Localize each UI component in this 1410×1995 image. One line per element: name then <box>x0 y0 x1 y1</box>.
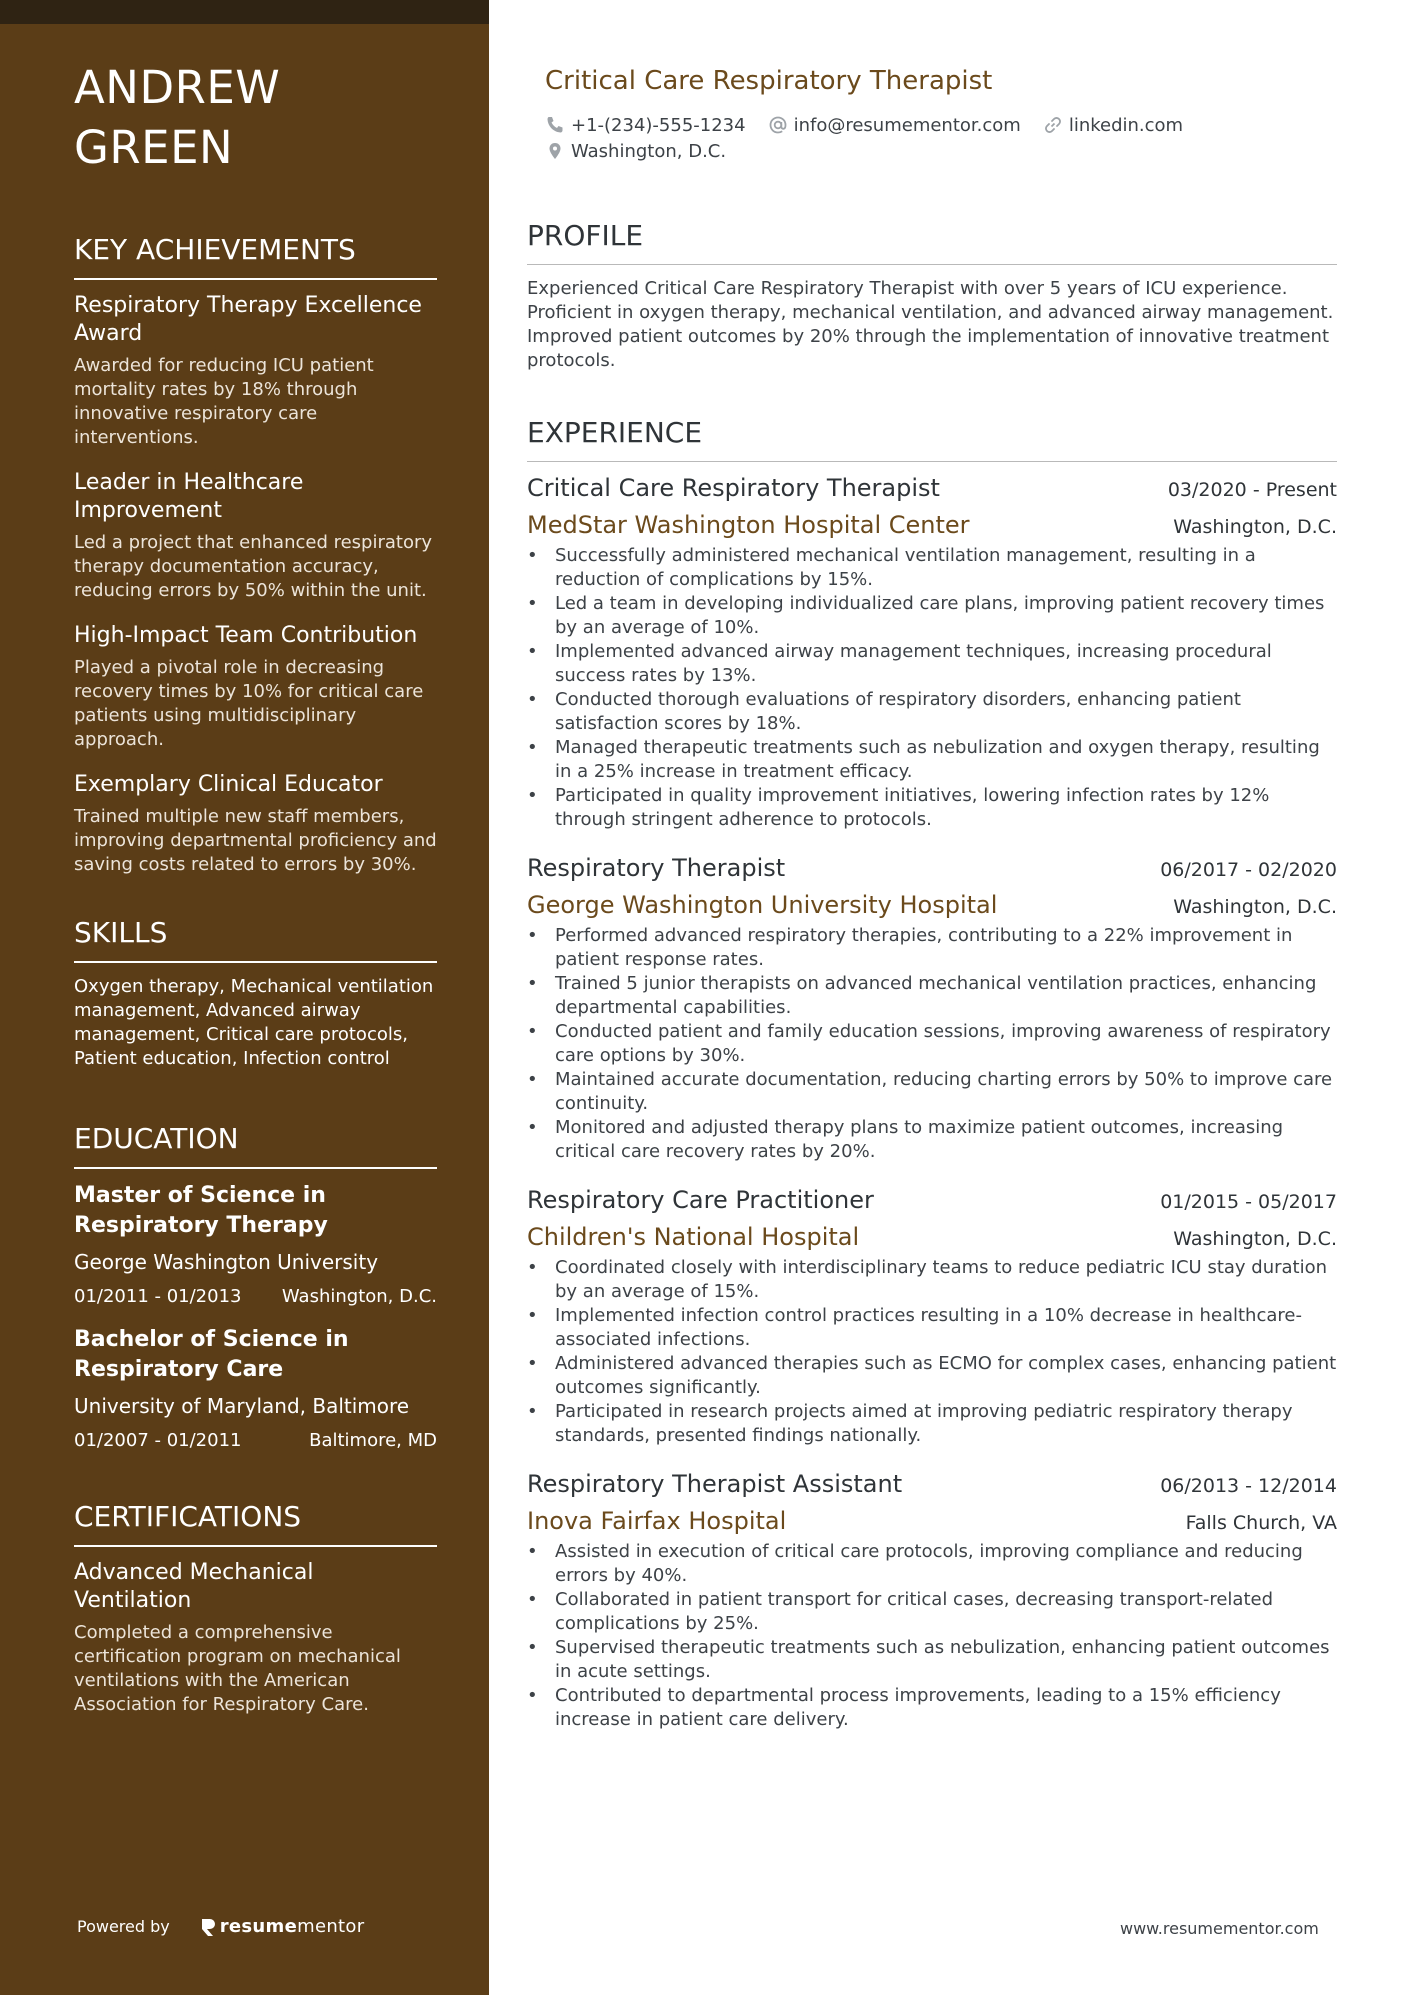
job-location: Washington, D.C. <box>1173 896 1337 918</box>
powered-by <box>77 1916 364 1937</box>
contact-row <box>545 138 1305 164</box>
job-bullet: • Conducted thorough evaluations of respiratory disorders, enhancing patient satisfaction scores by 18%. <box>527 688 1337 736</box>
footer-website-link[interactable]: www.resumementor.com <box>1120 1919 1319 1938</box>
at-sign-icon <box>768 115 788 135</box>
education-school: University of Maryland, Baltimore <box>74 1394 410 1418</box>
certifications-title: CERTIFICATIONS <box>74 1499 437 1547</box>
education-degree: Bachelor of Science in Respiratory Care <box>74 1327 349 1382</box>
candidate-name: ANDREW GREEN <box>74 61 281 174</box>
contact-location <box>545 141 726 162</box>
job-bullets <box>527 1256 1337 1448</box>
job-dates: 03/2020 - Present <box>1167 479 1337 501</box>
education-location: Washington, D.C. <box>281 1286 437 1307</box>
job-bullet: • Implemented advanced airway management techniques, increasing procedural success rates by 13%. <box>527 640 1337 688</box>
job-bullets <box>527 1540 1337 1732</box>
education-item <box>74 1181 437 1309</box>
education-degree: Master of Science in Respiratory Therapy <box>74 1183 328 1238</box>
profile-text: Experienced Critical Care Respiratory Therapist with over 5 years of ICU experience. Proficient in oxygen therapy, mechanical ventilation, and advanced airway management. Improved patient outcomes by 20% through the implementation of innovative treatment protocols. <box>527 278 1334 371</box>
job-company: Children's National Hospital <box>527 1223 860 1251</box>
education-location: Baltimore, MD <box>309 1430 437 1451</box>
job-bullet: • Implemented infection control practices resulting in a 10% decrease in healthcare-associated infections. <box>527 1304 1337 1352</box>
achievements-title: KEY ACHIEVEMENTS <box>74 232 437 280</box>
job-bullets <box>527 924 1337 1164</box>
contact-phone[interactable] <box>545 115 746 136</box>
certification-title: Advanced Mechanical Ventilation <box>74 1560 314 1613</box>
achievement-desc: Awarded for reducing ICU patient mortality rates by 18% through innovative respiratory care interventions. <box>74 355 374 448</box>
job-location: Washington, D.C. <box>1173 516 1337 538</box>
location-pin-icon <box>545 141 565 161</box>
contact-email[interactable] <box>768 115 1021 136</box>
education-title: EDUCATION <box>74 1121 437 1169</box>
logo-text-bold: resume <box>219 1916 298 1937</box>
achievement-item <box>74 469 437 603</box>
job-entry <box>527 852 1337 1164</box>
link-icon <box>1043 115 1063 135</box>
experience-section <box>527 415 1337 1732</box>
contact-info <box>545 112 1305 164</box>
job-role: Critical Care Respiratory Therapist <box>527 474 940 502</box>
job-dates: 01/2015 - 05/2017 <box>1160 1191 1337 1213</box>
job-dates: 06/2017 - 02/2020 <box>1160 859 1337 881</box>
target-job-title: Critical Care Respiratory Therapist <box>545 66 993 96</box>
powered-by-label: Powered by <box>77 1917 170 1936</box>
achievement-item <box>74 771 437 877</box>
education-dates: 01/2011 - 01/2013 <box>74 1286 242 1307</box>
job-role: Respiratory Therapist <box>527 854 786 882</box>
job-company: Inova Fairfax Hospital <box>527 1507 787 1535</box>
job-bullet: • Managed therapeutic treatments such as nebulization and oxygen therapy, resulting in a 25% increase in treatment efficacy. <box>527 736 1337 784</box>
job-header <box>527 472 1337 504</box>
job-entry <box>527 1468 1337 1732</box>
job-header <box>527 852 1337 884</box>
job-company: George Washington University Hospital <box>527 891 998 919</box>
job-bullet: • Contributed to departmental process improvements, leading to a 15% efficiency increase in patient care delivery. <box>527 1684 1337 1732</box>
resumementor-logo-icon <box>200 1917 216 1937</box>
certifications-section <box>74 1499 437 1717</box>
job-dates: 06/2013 - 12/2014 <box>1160 1475 1337 1497</box>
education-meta <box>74 1285 437 1309</box>
job-role: Respiratory Therapist Assistant <box>527 1470 903 1498</box>
skills-text: Oxygen therapy, Mechanical ventilation management, Advanced airway management, Critical care protocols, Patient education, Infection control <box>74 976 434 1069</box>
sidebar-top-band <box>0 0 489 24</box>
achievement-desc: Trained multiple new staff members, improving departmental proficiency and saving costs related to errors by 30%. <box>74 806 437 875</box>
achievement-title: High-Impact Team Contribution <box>74 623 418 648</box>
job-company-row <box>527 1222 1337 1252</box>
profile-section <box>527 218 1337 373</box>
education-section <box>74 1121 437 1453</box>
job-header <box>527 1184 1337 1216</box>
job-bullet: • Trained 5 junior therapists on advanced mechanical ventilation practices, enhancing departmental capabilities. <box>527 972 1337 1020</box>
job-bullet: • Successfully administered mechanical ventilation management, resulting in a reduction of complications by 15%. <box>527 544 1337 592</box>
logo-text-light: mentor <box>297 1916 365 1937</box>
achievement-item <box>74 292 437 450</box>
contact-row <box>545 112 1305 138</box>
job-bullet: • Maintained accurate documentation, reducing charting errors by 50% to improve care continuity. <box>527 1068 1337 1116</box>
job-bullet: • Performed advanced respiratory therapies, contributing to a 22% improvement in patient response rates. <box>527 924 1337 972</box>
job-header <box>527 1468 1337 1500</box>
job-location: Washington, D.C. <box>1173 1228 1337 1250</box>
job-entry <box>527 1184 1337 1448</box>
achievement-item <box>74 622 437 752</box>
job-bullet: • Collaborated in patient transport for critical cases, decreasing transport-related complications by 25%. <box>527 1588 1337 1636</box>
achievement-desc: Played a pivotal role in decreasing recovery times by 10% for critical care patients using multidisciplinary approach. <box>74 657 424 750</box>
achievements-section <box>74 232 437 877</box>
job-bullet: • Supervised therapeutic treatments such as nebulization, enhancing patient outcomes in acute settings. <box>527 1636 1337 1684</box>
experience-title: EXPERIENCE <box>527 415 1337 462</box>
email-text: info@resumementor.com <box>793 114 1021 136</box>
job-company-row <box>527 510 1337 540</box>
skills-section <box>74 915 437 1071</box>
education-dates: 01/2007 - 01/2011 <box>74 1430 242 1451</box>
job-bullets <box>527 544 1337 832</box>
job-bullet: • Administered advanced therapies such as ECMO for complex cases, enhancing patient outcomes significantly. <box>527 1352 1337 1400</box>
job-bullet: • Assisted in execution of critical care protocols, improving compliance and reducing errors by 40%. <box>527 1540 1337 1588</box>
education-meta <box>74 1429 437 1453</box>
contact-linkedin[interactable] <box>1043 115 1183 136</box>
job-bullet: • Participated in research projects aimed at improving pediatric respiratory therapy standards, presented findings nationally. <box>527 1400 1337 1448</box>
job-entry <box>527 472 1337 832</box>
skills-title: SKILLS <box>74 915 437 963</box>
sidebar-content <box>74 58 437 1717</box>
certification-item <box>74 1559 437 1717</box>
achievement-title: Leader in Healthcare Improvement <box>74 470 304 523</box>
job-location: Falls Church, VA <box>1185 1512 1337 1534</box>
job-bullet: • Participated in quality improvement initiatives, lowering infection rates by 12% through stringent adherence to protocols. <box>527 784 1337 832</box>
job-bullet: • Led a team in developing individualized care plans, improving patient recovery times by an average of 10%. <box>527 592 1337 640</box>
education-school: George Washington University <box>74 1250 379 1274</box>
job-company: MedStar Washington Hospital Center <box>527 511 970 539</box>
job-bullet: • Conducted patient and family education sessions, improving awareness of respiratory care options by 30%. <box>527 1020 1337 1068</box>
achievement-desc: Led a project that enhanced respiratory therapy documentation accuracy, reducing errors by 50% within the unit. <box>74 532 433 601</box>
job-company-row <box>527 890 1337 920</box>
location-text: Washington, D.C. <box>571 140 727 162</box>
achievement-title: Respiratory Therapy Excellence Award <box>74 293 422 346</box>
linkedin-text: linkedin.com <box>1068 114 1184 136</box>
job-bullet: • Coordinated closely with interdisciplinary teams to reduce pediatric ICU stay duration by an average of 15%. <box>527 1256 1337 1304</box>
resumementor-logo[interactable] <box>200 1916 365 1937</box>
phone-icon <box>545 115 565 135</box>
job-bullet: • Monitored and adjusted therapy plans to maximize patient outcomes, increasing critical care recovery rates by 20%. <box>527 1116 1337 1164</box>
profile-title: PROFILE <box>527 218 1337 265</box>
education-item <box>74 1325 437 1453</box>
certification-desc: Completed a comprehensive certification program on mechanical ventilations with the American Association for Respiratory Care. <box>74 1622 401 1715</box>
phone-text: +1-(234)-555-1234 <box>571 114 746 136</box>
job-company-row <box>527 1506 1337 1536</box>
job-role: Respiratory Care Practitioner <box>527 1186 874 1214</box>
sidebar <box>0 0 489 1995</box>
achievement-title: Exemplary Clinical Educator <box>74 772 383 797</box>
